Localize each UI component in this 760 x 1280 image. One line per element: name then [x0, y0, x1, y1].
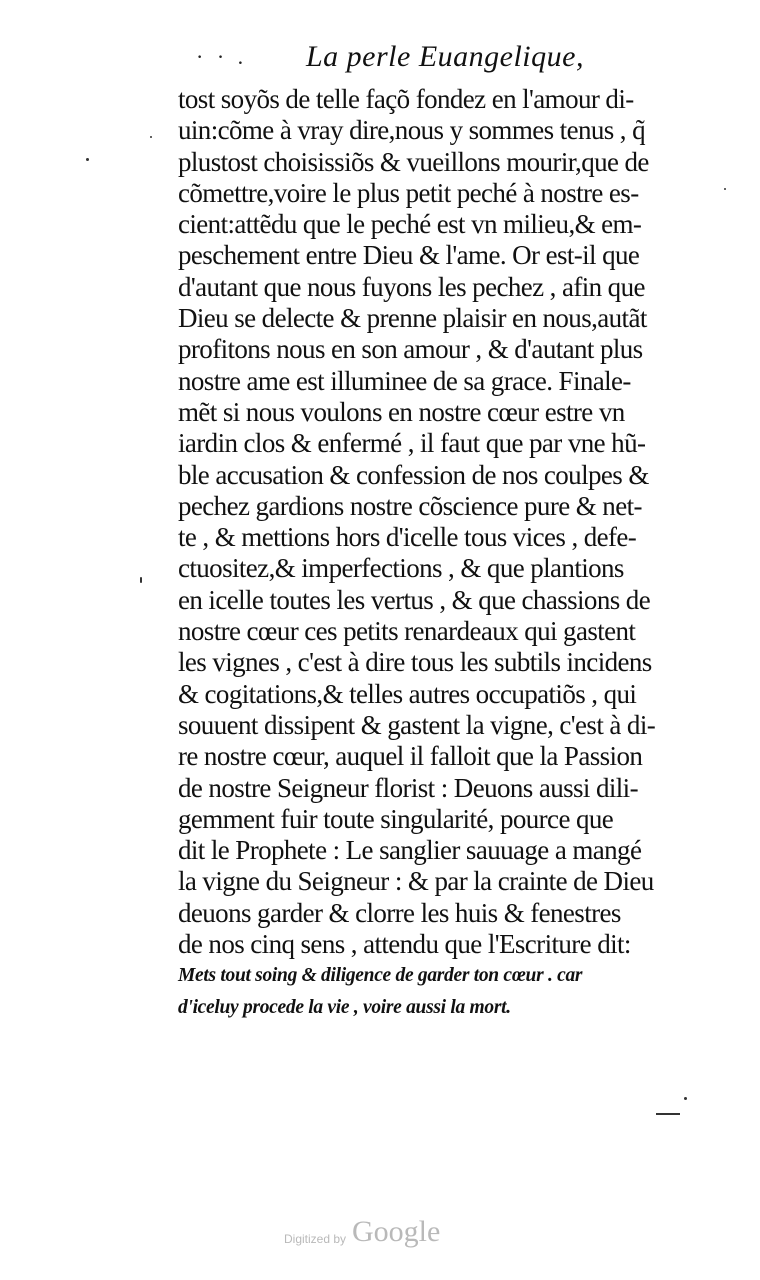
- text-line: cõmettre,voire le plus petit peché à nostre es-: [178, 177, 639, 208]
- text-line: ble accusation & confession de nos coulpes &: [178, 459, 649, 490]
- google-logo: Google: [352, 1215, 441, 1248]
- ink-speck: [150, 136, 152, 138]
- text-block: [178, 84, 718, 1023]
- ink-dash: [656, 1113, 680, 1115]
- text-line: les vignes , c'est à dire tous les subtils incidens: [178, 647, 652, 678]
- text-line: pechez gardions nostre cõscience pure & net-: [178, 490, 642, 521]
- text-line: tost soyõs de telle façõ fondez en l'amour di-: [178, 84, 634, 114]
- text-line: nostre cœur ces petits renardeaux qui gastent: [178, 616, 636, 647]
- text-line: de nos cinq sens , attendu que l'Escriture dit:: [178, 929, 631, 960]
- header-marks: · · .: [196, 44, 248, 69]
- text-line: dit le Prophete : Le sanglier sauuage a mangé: [178, 835, 642, 866]
- text-line: Dieu se delecte & prenne plaisir en nous,autãt: [178, 303, 647, 334]
- text-line: gemment fuir toute singularité, pource que: [178, 803, 614, 834]
- running-title: La perle Euangelique,: [306, 40, 584, 73]
- digitized-label: Digitized by: [284, 1232, 347, 1246]
- text-line: de nostre Seigneur florist : Deuons aussi dili-: [178, 772, 638, 803]
- scripture-quote-line: Mets tout soing & diligence de garder ton cœur . car: [178, 965, 583, 987]
- text-line: nostre ame est illuminee de sa grace. Finale-: [178, 365, 631, 396]
- text-line: d'autant que nous fuyons les pechez , afin que: [178, 271, 645, 302]
- text-line: iardin clos & enfermé , il faut que par vne hũ-: [178, 428, 646, 459]
- text-line: & cogitations,& telles autres occupatiõs , qui: [178, 678, 637, 709]
- text-line: profitons nous en son amour , & d'autant plus: [178, 334, 643, 365]
- text-line: ctuositez,& imperfections , & que plantions: [178, 553, 624, 584]
- ink-speck: [684, 1097, 687, 1100]
- text-line: te , & mettions hors d'icelle tous vices , defe-: [178, 522, 637, 553]
- text-line: cient:attẽdu que le peché est vn milieu,& em-: [178, 209, 642, 240]
- text-line: souuent dissipent & gastent la vigne, c'est à di-: [178, 709, 656, 740]
- text-line: en icelle toutes les vertus , & que chassions de: [178, 584, 651, 615]
- ink-speck: [724, 188, 726, 190]
- text-line: peschement entre Dieu & l'ame. Or est-il que: [178, 240, 640, 271]
- text-line: deuons garder & clorre les huis & fenestres: [178, 897, 621, 928]
- text-line: re nostre cœur, auquel il falloit que la Passion: [178, 741, 643, 772]
- text-line: plustost choisissiõs & vueillons mourir,que de: [178, 146, 649, 177]
- scripture-quote-line: d'iceluy procede la vie , voire aussi la mort.: [178, 996, 511, 1018]
- running-header: [196, 40, 616, 80]
- text-line: mẽt si nous voulons en nostre cœur estre vn: [178, 396, 625, 427]
- text-line: la vigne du Seigneur : & par la crainte de Dieu: [178, 866, 654, 897]
- digitized-watermark: [284, 1215, 484, 1258]
- text-line: uin:cõme à vray dire,nous y sommes tenus , q̃: [178, 115, 646, 146]
- ink-speck: [140, 577, 142, 583]
- ink-speck: [86, 158, 89, 161]
